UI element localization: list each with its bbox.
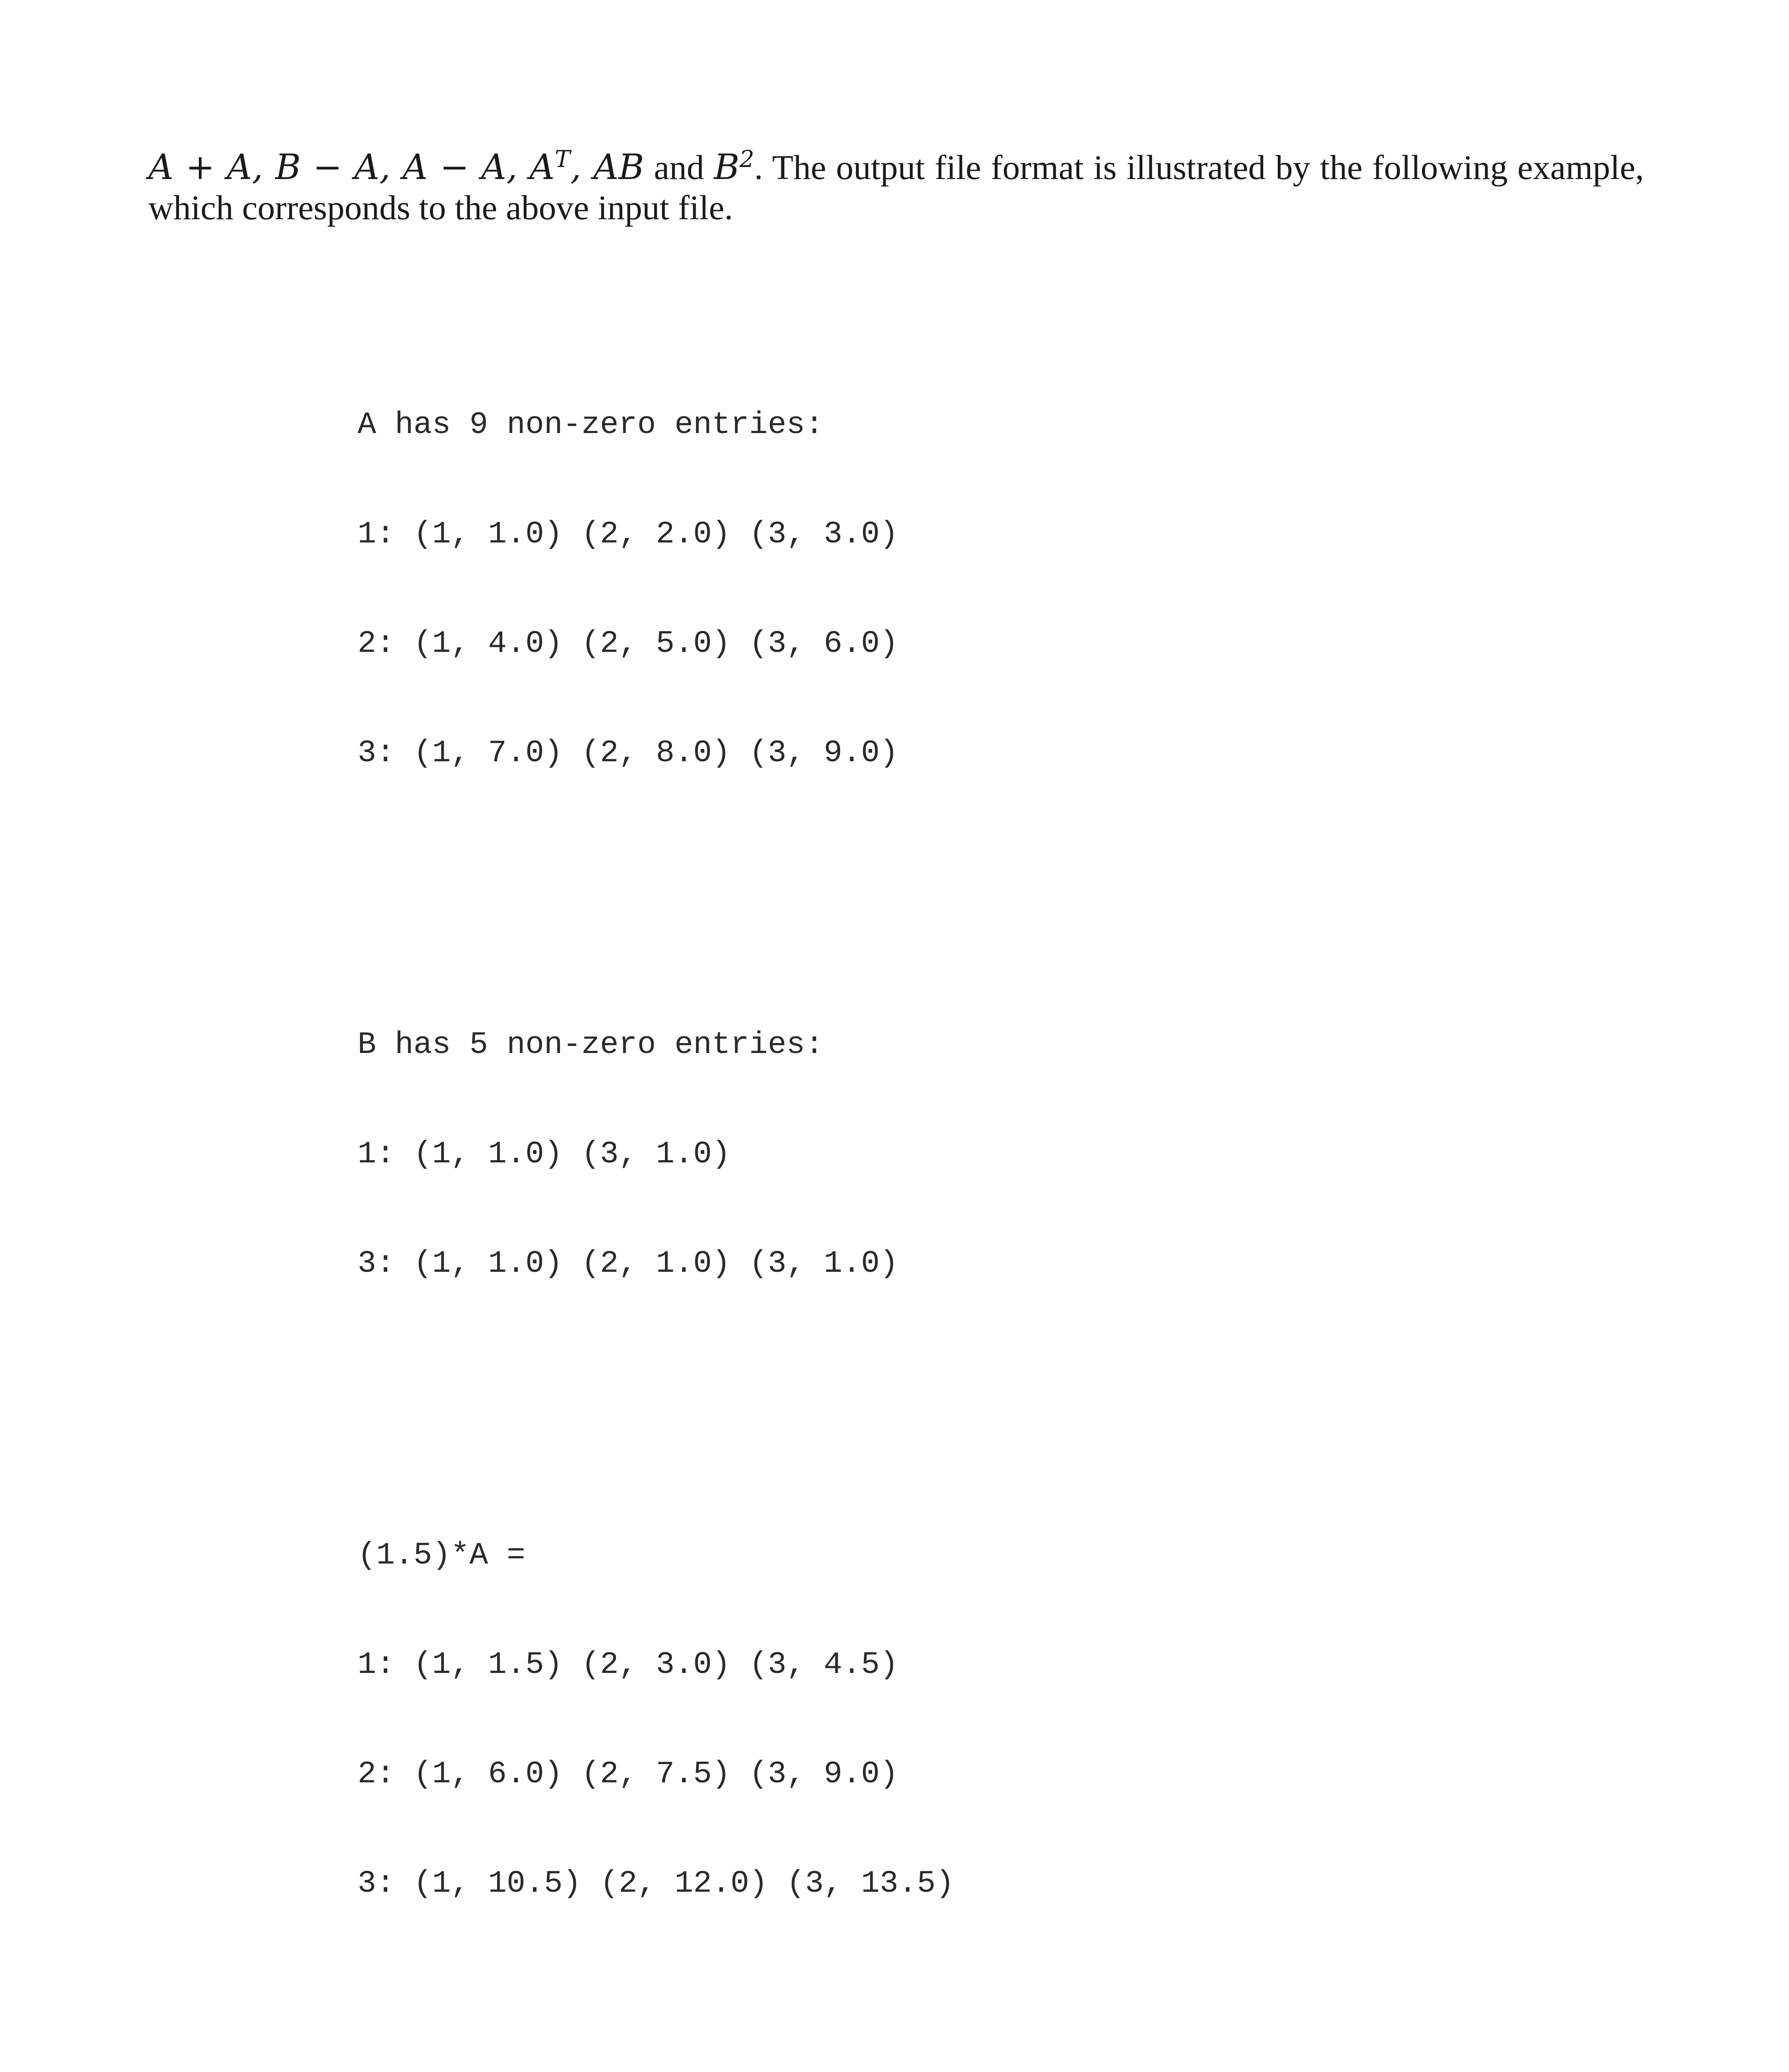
matrix-block-a xyxy=(358,334,1644,845)
matrix-row: 1: (1, 1.0) (3, 1.0) xyxy=(358,1137,731,1172)
block-header: A has 9 non-zero entries: xyxy=(358,407,824,443)
matrix-row: 1: (1, 1.0) (2, 2.0) (3, 3.0) xyxy=(358,517,899,552)
matrix-block-b xyxy=(358,954,1644,1355)
block-header: (1.5)*A = xyxy=(358,1538,526,1573)
matrix-row: 3: (1, 1.0) (2, 1.0) (3, 1.0) xyxy=(358,1246,899,1281)
intro-and-word: and xyxy=(644,148,714,187)
matrix-row: 3: (1, 7.0) (2, 8.0) (3, 9.0) xyxy=(358,736,899,771)
intro-math-sup: T xyxy=(554,146,571,173)
intro-math-ab: , AB xyxy=(570,147,644,187)
matrix-row: 1: (1, 1.5) (2, 3.0) (3, 4.5) xyxy=(358,1647,899,1682)
document-page xyxy=(148,147,1644,2072)
matrix-row: 2: (1, 4.0) (2, 5.0) (3, 6.0) xyxy=(358,626,899,661)
example-output xyxy=(358,261,1644,2072)
matrix-row: 3: (1, 10.5) (2, 12.0) (3, 13.5) xyxy=(358,1866,955,1901)
block-header: B has 5 non-zero entries: xyxy=(358,1027,824,1063)
intro-text: . The output file format is illustrated by the following example, which corresponds to the above input file. xyxy=(148,148,1644,227)
intro-math-b-sup: 2 xyxy=(739,146,754,173)
intro-math-b: B xyxy=(714,147,740,187)
intro-paragraph xyxy=(148,147,1644,228)
intro-math: A + A, B − A, A − A, A xyxy=(148,147,555,187)
matrix-row: 2: (1, 6.0) (2, 7.5) (3, 9.0) xyxy=(358,1757,899,1792)
matrix-block-scalar xyxy=(358,1464,1644,1975)
